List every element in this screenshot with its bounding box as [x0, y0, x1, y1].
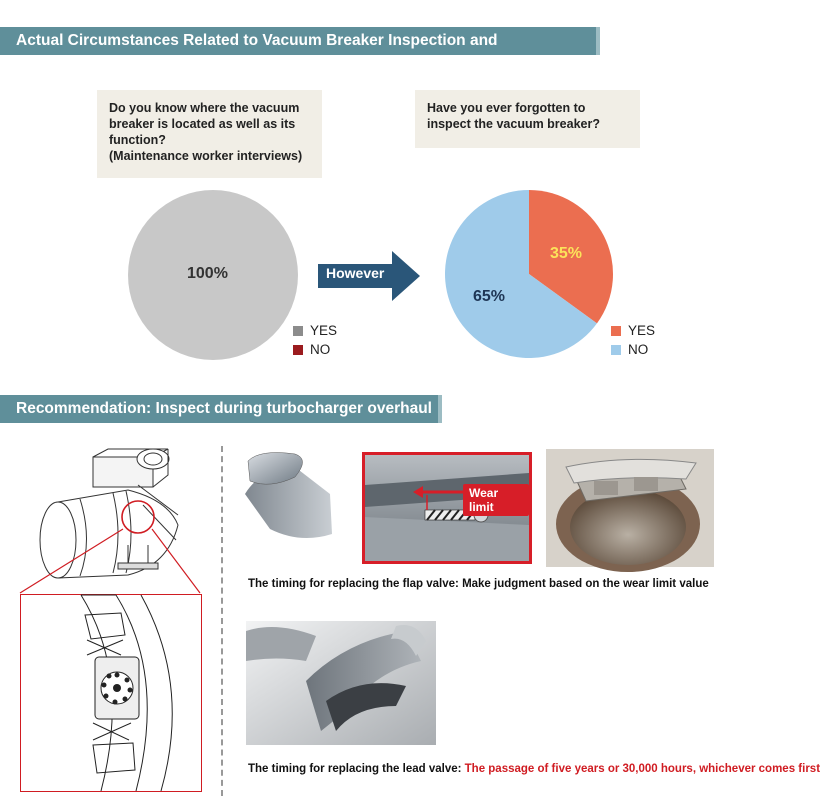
legend-swatch-yes	[611, 326, 621, 336]
legend-pie2-no: NO	[611, 340, 655, 359]
question-box-1: Do you know where the vacuum breaker is located as well as its function? (Maintenance worker interviews)	[97, 90, 322, 178]
legend-swatch-no	[293, 345, 303, 355]
however-label: However	[326, 265, 385, 281]
legend-swatch-no	[611, 345, 621, 355]
flap-valve-photo	[240, 449, 335, 549]
pie2-label-yes: 35%	[550, 245, 583, 262]
pie1-label-yes: 100%	[187, 265, 228, 282]
legend-swatch-yes	[293, 326, 303, 336]
wear-limit-badge: Wear limit	[463, 484, 529, 516]
lead-valve-photo	[246, 621, 436, 745]
legend-pie1	[293, 321, 337, 359]
section-title: Recommendation: Inspect during turbocharger overhaul	[16, 400, 432, 417]
turbocharger-illustration	[18, 445, 218, 595]
zoom-detail-box	[20, 594, 202, 792]
however-arrow	[318, 251, 420, 301]
pie-chart-forgotten	[445, 190, 613, 358]
flap-valve-caption: The timing for replacing the flap valve: Make judgment based on the wear limit value	[248, 578, 709, 590]
legend-pie2-yes: YES	[611, 321, 655, 340]
opened-breaker-photo	[546, 449, 714, 567]
legend-pie2	[611, 321, 655, 359]
lead-valve-timing-highlight: The passage of five years or 30,000 hours, whichever comes first	[464, 763, 820, 775]
highlight-circle	[122, 501, 154, 533]
pie2-slices	[445, 190, 613, 358]
section-title: Actual Circumstances Related to Vacuum Breaker Inspection and Replacement	[16, 32, 498, 77]
vacuum-breaker-closeup	[21, 595, 201, 791]
dashed-divider	[221, 446, 223, 796]
section-header-recommendation	[0, 395, 438, 423]
lead-valve-caption: The timing for replacing the lead valve: The passage of five years or 30,000 hours, whichever comes first	[248, 763, 820, 775]
section-header-circumstances	[0, 27, 596, 77]
legend-pie1-yes: YES	[293, 321, 337, 340]
question-box-2: Have you ever forgotten to inspect the vacuum breaker?	[415, 90, 640, 148]
wear-limit-photo	[362, 452, 532, 564]
pie2-label-no: 65%	[473, 288, 506, 305]
legend-pie1-no: NO	[293, 340, 337, 359]
